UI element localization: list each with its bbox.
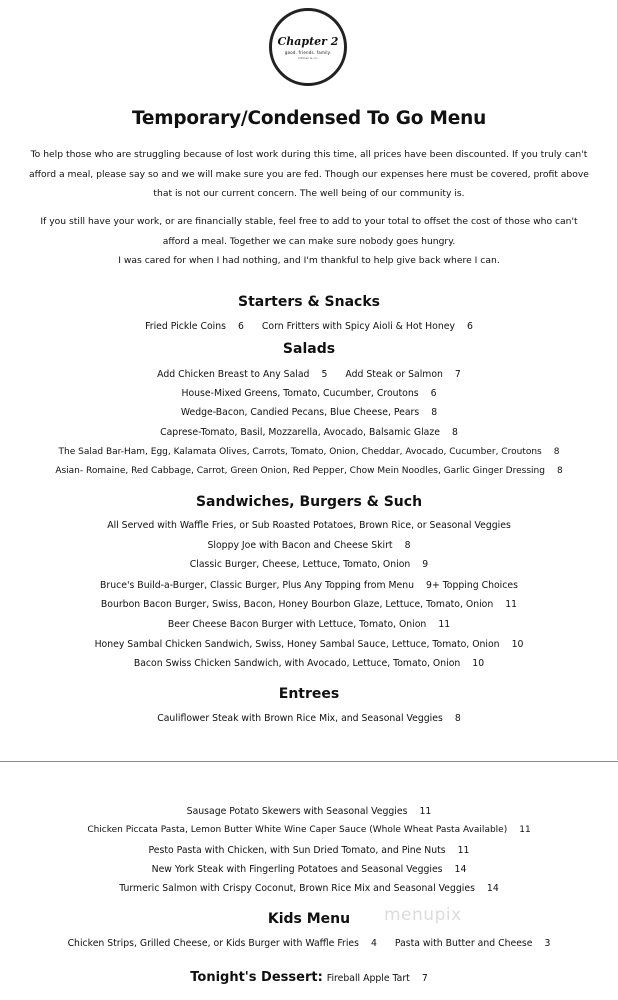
menu-item-name: Pesto Pasta with Chicken, with Sun Dried Tomato, and Pine Nuts [148, 845, 446, 856]
menu-item-price: 9 [422, 559, 429, 570]
menu-item-price: 10 [472, 658, 485, 669]
menu-item-name: New York Steak with Fingerling Potatoes and Seasonal Veggies [151, 864, 443, 875]
menu-item-row [0, 864, 618, 875]
menu-item-name: Turmeric Salmon with Crispy Coconut, Brown Rice Mix and Seasonal Veggies [119, 883, 475, 894]
logo-tagline-small: kitchen & co. [298, 55, 318, 60]
menu-item-row [0, 806, 618, 817]
menu-item-name: Bruce's Build-a-Burger, Classic Burger, Plus Any Topping from Menu [100, 580, 415, 591]
section-title-starters: Starters & Snacks [238, 294, 380, 310]
menu-item-name: Add Steak or Salmon [345, 369, 443, 380]
menu-item-price: 5 [321, 369, 328, 380]
menu-item-name: Sausage Potato Skewers with Seasonal Veggies [186, 806, 408, 817]
menu-item-price: 8 [431, 407, 438, 418]
intro-paragraph-3-text: I was cared for when I had nothing, and I'm thankful to help give back where I can. [118, 255, 500, 266]
section-title-salads: Salads [282, 341, 336, 357]
section-note: All Served with Waffle Fries, or Sub Roasted Potatoes, Brown Rice, or Seasonal Veggies [107, 520, 511, 531]
menu-item-price: 11 [419, 806, 432, 817]
menu-item-name: Chicken Strips, Grilled Cheese, or Kids Burger with Waffle Fries [67, 938, 359, 949]
menu-item-row [0, 427, 618, 438]
menu-item-name: Beer Cheese Bacon Burger with Lettuce, Tomato, Onion [167, 619, 427, 630]
section-title-entrees: Entrees [278, 686, 340, 702]
menu-item-name: Asian- Romaine, Red Cabbage, Carrot, Green Onion, Red Pepper, Chow Mein Noodles, Garlic Ginger Dressing [55, 466, 545, 476]
menu-item-price: 8 [451, 427, 458, 438]
menu-item-price: 11 [505, 599, 518, 610]
dessert-row [0, 966, 618, 985]
menu-item-row [0, 599, 618, 610]
menu-item-row [0, 938, 618, 949]
menu-item-price: 14 [454, 864, 467, 875]
menu-item-row [0, 845, 618, 856]
menu-item-row [0, 580, 618, 591]
dessert-label: Tonight's Dessert: [190, 970, 323, 985]
menu-item-row [0, 713, 618, 724]
menu-item-price: 3 [544, 938, 551, 949]
menu-item-row [0, 466, 618, 476]
menu-item-price: 9+ Topping Choices [426, 580, 518, 591]
page-break-divider [0, 761, 618, 762]
dessert-price: 7 [421, 973, 428, 984]
menu-item-name: Sloppy Joe with Bacon and Cheese Skirt [207, 540, 393, 551]
menu-item-row [0, 639, 618, 650]
menu-item-name: The Salad Bar-Ham, Egg, Kalamata Olives, Carrots, Tomato, Onion, Cheddar, Avocado, Cucumber, Croutons [58, 447, 542, 457]
menu-item-row [0, 825, 618, 835]
intro-paragraph-2-text: If you still have your work, or are financially stable, feel free to add to your total to offset the cost of those who can't afford a meal. Together we can make sure nobody goes hungry. [40, 216, 578, 247]
menu-item-name: Fried Pickle Coins [145, 321, 226, 332]
menu-item-price: 10 [511, 639, 524, 650]
menu-item-row [0, 407, 618, 418]
dessert-item: Fireball Apple Tart [326, 973, 410, 984]
watermark-logo: menupix [384, 905, 462, 925]
intro-paragraph-2 [28, 212, 590, 271]
menu-item-row [0, 619, 618, 630]
menu-item-name: Honey Sambal Chicken Sandwich, Swiss, Honey Sambal Sauce, Lettuce, Tomato, Onion [94, 639, 500, 650]
intro-paragraph-1: To help those who are struggling because of lost work during this time, all prices have been discounted. If you truly can't afford a meal, please say so and we will make sure you are fed. Though our expenses here must be covered, profit above that is not our current concern. The well being of our community is. [29, 149, 589, 199]
logo-tagline: good. friends. family. [284, 49, 332, 55]
menu-item-row [0, 369, 618, 380]
menu-item-price: 6 [237, 321, 244, 332]
menu-item-price: 14 [486, 883, 499, 894]
menu-item-row [0, 388, 618, 399]
menu-item-price: 4 [370, 938, 377, 949]
menu-item-row [0, 658, 618, 669]
menu-item-row [0, 321, 618, 332]
menu-item-name: Wedge-Bacon, Candied Pecans, Blue Cheese, Pears [180, 407, 420, 418]
menu-item-price: 8 [404, 540, 411, 551]
menu-item-price: 11 [457, 845, 470, 856]
menu-item-price: 8 [553, 447, 560, 457]
menu-item-name: Caprese-Tomato, Basil, Mozzarella, Avocado, Balsamic Glaze [160, 427, 440, 438]
logo-name: Chapter 2 [277, 34, 339, 48]
menu-item-row [0, 447, 618, 457]
menu-item-row [0, 883, 618, 894]
menu-item-price: 11 [519, 825, 531, 835]
menu-item-name: Add Chicken Breast to Any Salad [157, 369, 310, 380]
restaurant-logo [269, 8, 347, 86]
menu-item-name: Bacon Swiss Chicken Sandwich, with Avocado, Lettuce, Tomato, Onion [133, 658, 461, 669]
menu-item-name: Chicken Piccata Pasta, Lemon Butter White Wine Caper Sauce (Whole Wheat Pasta Available) [87, 825, 508, 835]
menu-item-name: Corn Fritters with Spicy Aioli & Hot Honey [261, 321, 455, 332]
menu-item-name: Classic Burger, Cheese, Lettuce, Tomato, Onion [189, 559, 411, 570]
section-title-sandwiches: Sandwiches, Burgers & Such [195, 494, 423, 510]
menu-item-price: 6 [430, 388, 437, 399]
menu-item-price: 6 [466, 321, 473, 332]
menu-item-name: Bourbon Bacon Burger, Swiss, Bacon, Honey Bourbon Glaze, Lettuce, Tomato, Onion [100, 599, 494, 610]
menu-item-price: 8 [454, 713, 461, 724]
menu-item-price: 8 [556, 466, 563, 476]
menu-item-name: House-Mixed Greens, Tomato, Cucumber, Croutons [181, 388, 419, 399]
menu-item-name: Cauliflower Steak with Brown Rice Mix, and Seasonal Veggies [157, 713, 443, 724]
menu-title: Temporary/Condensed To Go Menu [131, 108, 487, 129]
menu-item-row [0, 559, 618, 570]
section-title-kids: Kids Menu [267, 911, 351, 927]
menu-item-price: 11 [438, 619, 451, 630]
menu-item-price: 7 [454, 369, 461, 380]
menu-item-name: Pasta with Butter and Cheese [394, 938, 533, 949]
menu-item-row [0, 540, 618, 551]
